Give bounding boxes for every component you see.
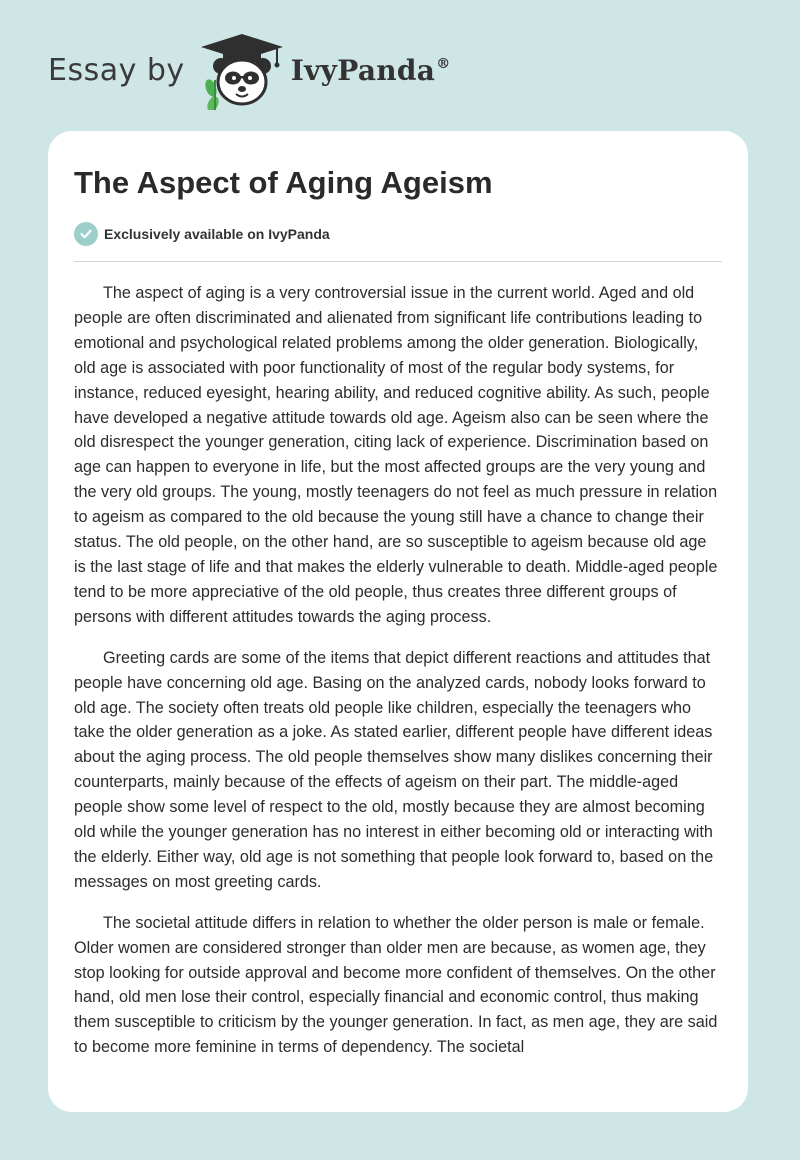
- paragraph: Greeting cards are some of the items that depict different reactions and attitudes that people have concerning old age. Basing on the analyzed cards, nobody looks forward to old age. The society often treats old people like children, especially the teenagers who take the older generation as a joke. As stated earlier, different people have different ideas about the aging process. The old people themselves show many dislikes concerning their counterparts, mainly because of the effects of ageism on their part. The middle-aged people show some level of respect to the old, mostly because they are almost becoming old while the younger generation has no interest in either becoming old or interacting with the elderly. Either way, old age is not something that people look forward to, based on the messages on most greeting cards.: [74, 648, 714, 891]
- site-header: [48, 30, 451, 110]
- panda-logo-icon[interactable]: [199, 30, 285, 110]
- divider: [74, 261, 722, 262]
- essay-card: [48, 131, 748, 1112]
- check-circle-icon: [74, 222, 98, 246]
- essay-body: [74, 281, 722, 1076]
- essay-by-label: Essay by: [48, 52, 185, 88]
- paragraph: The aspect of aging is a very controversial issue in the current world. Aged and old people are often discriminated and alienated from significant life contributions leading to emotional and psychological related problems among the older generation. Biologically, old age is associated with poor functionality of most of the regular body systems, for instance, reduced eyesight, hearing ability, and reduced cognitive ability. As such, people have developed a negative attitude towards old age. Ageism also can be seen where the old disrespect the younger generation, citing lack of experience. Discrimination based on age can happen to everyone in life, but the most affected groups are the very young and the very old groups. The young, mostly teenagers do not feel as much pressure in relation to ageism as compared to the old because the young still have a chance to change their status. The old people, on the other hand, are so susceptible to ageism because old age is the last stage of life and that makes the elderly vulnerable to death. Middle-aged people tend to be more appreciative of the old people, thus creates three different groups of persons with different attitudes towards the aging process.: [74, 284, 718, 626]
- paragraph: The societal attitude differs in relation to whether the older person is male or female. Older women are considered stronger than older men are because, as women age, they stop looking for outside approval and become more confident of themselves. On the other hand, old men lose their control, especially financial and economic control, thus making them susceptible to criticism by the younger generation. In fact, as men age, they are said to become more feminine in terms of dependency. The societal: [74, 913, 718, 1057]
- page-title: The Aspect of Aging Ageism: [74, 165, 493, 200]
- exclusive-badge: [74, 222, 330, 246]
- badge-label: Exclusively available on IvyPanda: [104, 226, 330, 242]
- registered-mark: ®: [436, 55, 451, 72]
- brand-name[interactable]: IvyPanda®: [290, 53, 451, 87]
